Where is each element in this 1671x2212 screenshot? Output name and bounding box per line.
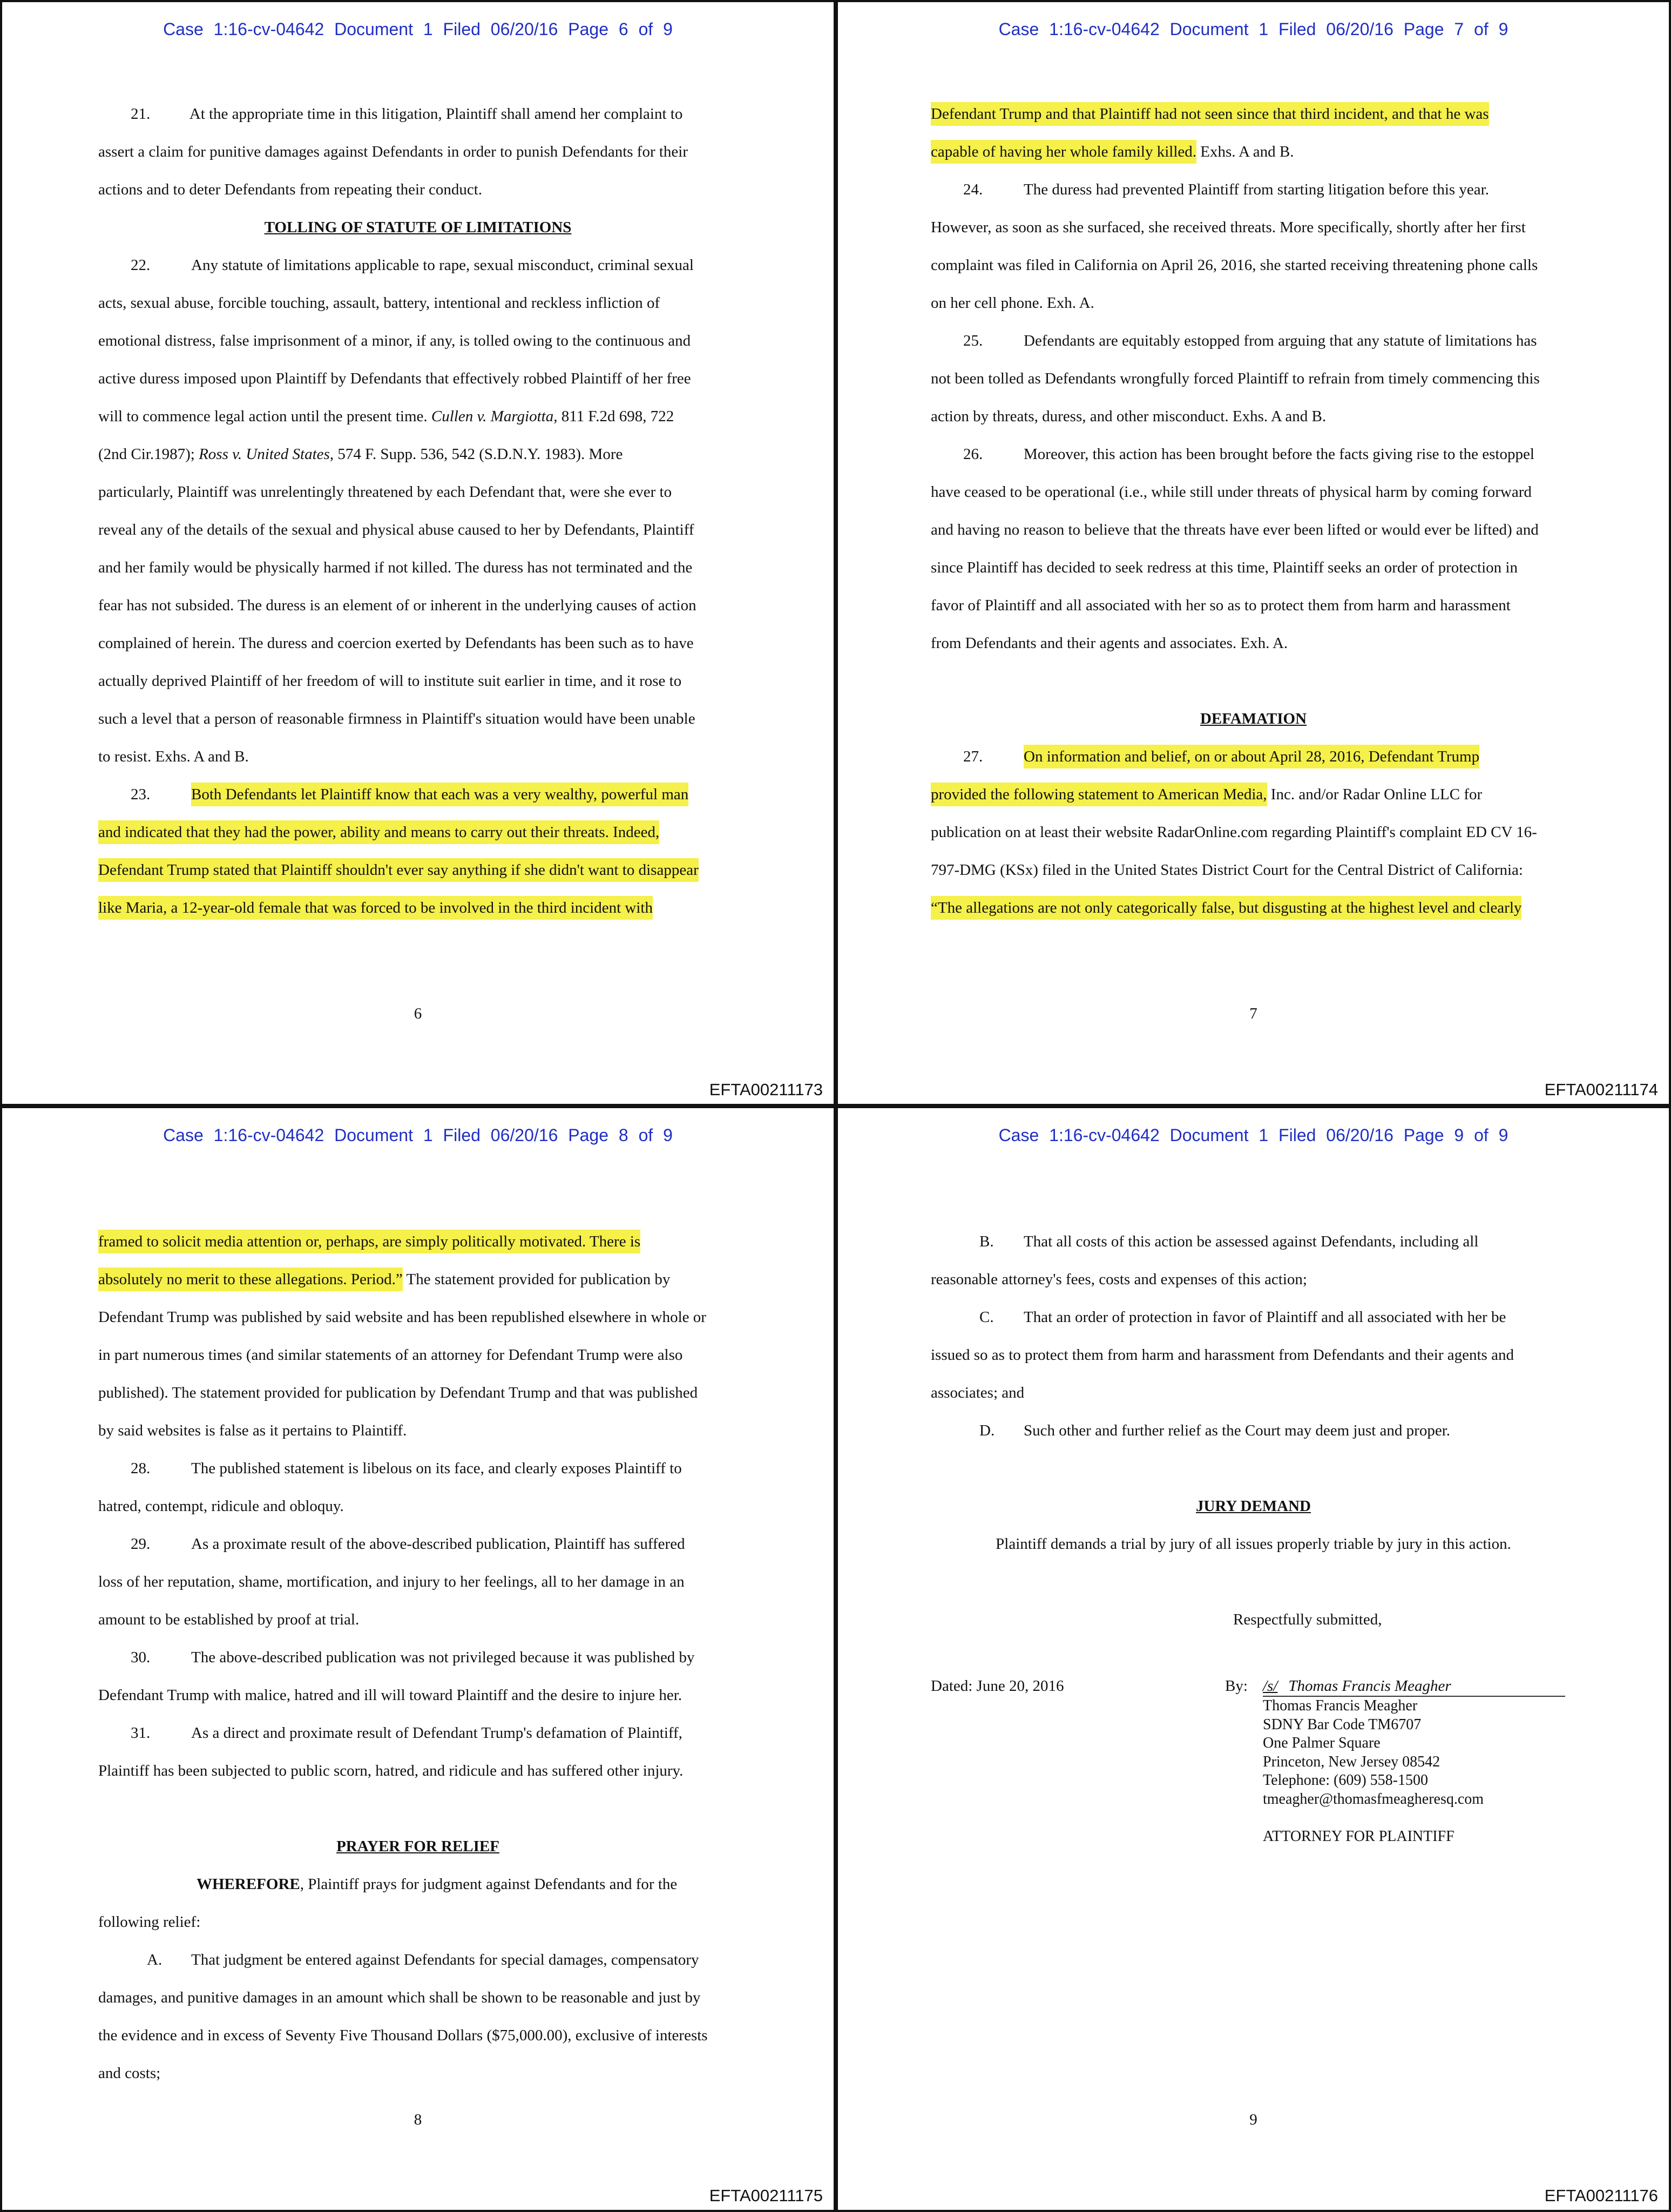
text-line: action by threats, duress, and other misconduct. Exhs. A and B. (931, 408, 1327, 425)
page-body (98, 1223, 738, 2092)
text-span: As a direct and proximate result of Defendant Trump's defamation of Plaintiff, (191, 1724, 682, 1742)
text-line (931, 1298, 1576, 1336)
paragraph-number: 31. (131, 1724, 151, 1742)
text-line: amount to be established by proof at trial. (98, 1611, 360, 1628)
text-line (98, 435, 738, 473)
page-8 (0, 1106, 836, 2212)
paragraph-number: 24. (963, 181, 983, 198)
text-line (98, 397, 738, 435)
highlighted-text: Defendant Trump and that Plaintiff had not seen since that third incident, and that he was (931, 102, 1489, 126)
page-number: 8 (414, 2111, 422, 2128)
text-line: and costs; (98, 2065, 161, 2082)
paragraph-number: 27. (963, 748, 983, 765)
text-line (931, 1412, 1576, 1449)
text-line (98, 775, 738, 813)
text-line: particularly, Plaintiff was unrelentingly threatened by each Defendant that, were she ever to (98, 483, 672, 501)
page-header: Case 1:16-cv-04642 Document 1 Filed 06/20/16 Page 6 of 9 (163, 19, 673, 39)
signature-line (1263, 1676, 1565, 1697)
text-line: and having no reason to believe that the threats have ever been lifted or would ever be lifted) and (931, 521, 1539, 538)
paragraph-number: 28. (131, 1460, 151, 1477)
jury-demand-text: Plaintiff demands a trial by jury of all issues properly triable by jury in this action. (996, 1535, 1511, 1553)
text-line (98, 246, 738, 284)
text-line (931, 322, 1576, 360)
text-line (98, 1714, 738, 1752)
relief-label: B. (979, 1233, 994, 1250)
paragraph-number: 22. (131, 257, 151, 274)
address-city: Princeton, New Jersey 08542 (1263, 1753, 1440, 1770)
text-line: by said websites is false as it pertains to Plaintiff. (98, 1422, 407, 1439)
text-line: hatred, contempt, ridicule and obloquy. (98, 1498, 344, 1515)
page-body (931, 95, 1576, 927)
text-line: complaint was filed in California on April 26, 2016, she started receiving threatening phone calls (931, 257, 1538, 274)
spacer (931, 1449, 1576, 1487)
text-line: associates; and (931, 1384, 1025, 1401)
text-line (98, 1449, 738, 1487)
text-line (98, 1525, 738, 1563)
text-line: to resist. Exhs. A and B. (98, 748, 249, 765)
text-span: As a proximate result of the above-described publication, Plaintiff has suffered (191, 1535, 685, 1553)
text-line (98, 1941, 738, 1979)
attorney-role: ATTORNEY FOR PLAINTIFF (1263, 1827, 1454, 1845)
relief-label: C. (979, 1309, 994, 1326)
text-span: That an order of protection in favor of Plaintiff and all associated with her be (1024, 1309, 1506, 1326)
page-header: Case 1:16-cv-04642 Document 1 Filed 06/20/16 Page 8 of 9 (163, 1125, 673, 1145)
text-line: from Defendants and their agents and associates. Exh. A. (931, 635, 1288, 652)
bates-number: EFTA00211174 (1544, 1080, 1658, 1099)
text-line: emotional distress, false imprisonment of a minor, if any, is tolled owing to the continuous and (98, 332, 691, 349)
text-span: Moreover, this action has been brought before the facts giving rise to the estoppel (1024, 446, 1534, 463)
text-span: , Plaintiff prays for judgment against Defendants and for the (300, 1876, 678, 1893)
text-span: That judgment be entered against Defendants for special damages, compensatory (191, 1951, 699, 1968)
text-line: fear has not subsided. The duress is an element of or inherent in the underlying causes of action (98, 597, 696, 614)
text-line: Plaintiff has been subjected to public scorn, hatred, and ridicule and has suffered other injury. (98, 1762, 684, 1779)
text-span: (2nd Cir.1987); (98, 446, 199, 463)
highlighted-text: “The allegations are not only categorically false, but disgusting at the highest level and clearly (931, 896, 1521, 920)
text-line (98, 813, 738, 851)
text-line: reasonable attorney's fees, costs and expenses of this action; (931, 1271, 1307, 1288)
highlighted-text: Defendant Trump stated that Plaintiff shouldn't ever say anything if she didn't want to disappear (98, 858, 699, 882)
page-number: 9 (1249, 2111, 1257, 2128)
highlighted-text: like Maria, a 12-year-old female that was forced to be involved in the third incident with (98, 896, 653, 920)
text-line: such a level that a person of reasonable firmness in Plaintiff's situation would have been unable (98, 710, 695, 727)
text-span: The above-described publication was not privileged because it was published by (191, 1649, 695, 1666)
section-heading: PRAYER FOR RELIEF (336, 1838, 499, 1855)
page-header: Case 1:16-cv-04642 Document 1 Filed 06/20/16 Page 7 of 9 (998, 19, 1508, 39)
text-line (931, 171, 1576, 208)
text-span: will to commence legal action until the present time. (98, 408, 431, 425)
text-line: actually deprived Plaintiff of her freedom of will to institute suit earlier in time, and it rose to (98, 672, 682, 690)
signature-area (931, 1676, 1576, 1881)
page-9 (836, 1106, 1671, 2212)
text-line (931, 738, 1576, 775)
text-line: have ceased to be operational (i.e., while still under threats of physical harm by coming forward (931, 483, 1532, 501)
text-line: publication on at least their website RadarOnline.com regarding Plaintiff's complaint ED CV 16- (931, 824, 1537, 841)
text-line: Any statute of limitations applicable to rape, sexual misconduct, criminal sexual (191, 257, 694, 274)
text-line (98, 1260, 738, 1298)
text-line: loss of her reputation, shame, mortification, and injury to her feelings, all to her damage in an (98, 1573, 685, 1590)
text-line: assert a claim for punitive damages against Defendants in order to punish Defendants for their (98, 143, 688, 160)
signature-name: Thomas Francis Meagher (1288, 1677, 1451, 1695)
address-line: One Palmer Square (1263, 1735, 1381, 1752)
wherefore-label: WHEREFORE (197, 1876, 300, 1893)
highlighted-text: On information and belief, on or about April 28, 2016, Defendant Trump (1024, 745, 1479, 768)
text-line (98, 1223, 738, 1260)
closing-text: Respectfully submitted, (1233, 1611, 1382, 1628)
text-line: issued so as to protect them from harm and harassment from Defendants and their agents and (931, 1346, 1514, 1364)
signature-slash: /s/ (1263, 1677, 1278, 1695)
paragraph-number: 30. (131, 1649, 151, 1666)
section-heading: TOLLING OF STATUTE OF LIMITATIONS (264, 219, 572, 236)
page-body (931, 1223, 1576, 1881)
bates-number: EFTA00211173 (709, 1080, 823, 1099)
page-header: Case 1:16-cv-04642 Document 1 Filed 06/20/16 Page 9 of 9 (998, 1125, 1508, 1145)
text-line: Defendant Trump was published by said website and has been republished elsewhere in whole or (98, 1309, 706, 1326)
text-line (98, 889, 738, 927)
text-line: Defendant Trump with malice, hatred and ill will toward Plaintiff and the desire to injure her. (98, 1687, 682, 1704)
text-line: reveal any of the details of the sexual and physical abuse caused to her by Defendants, Plaintiff (98, 521, 694, 538)
text-line: published). The statement provided for publication by Defendant Trump and that was published (98, 1384, 698, 1401)
text-line: following relief: (98, 1913, 201, 1931)
paragraph-number: 29. (131, 1535, 151, 1553)
spacer (931, 1563, 1576, 1601)
text-line (931, 133, 1576, 171)
spacer (98, 1790, 738, 1827)
highlighted-text: framed to solicit media attention or, perhaps, are simply politically motivated. There is (98, 1230, 640, 1253)
text-line: acts, sexual abuse, forcible touching, assault, battery, intentional and reckless infliction of (98, 294, 660, 312)
bates-number: EFTA00211176 (1544, 2186, 1658, 2205)
text-line (931, 1223, 1576, 1260)
text-line: 797-DMG (KSx) filed in the United States District Court for the Central District of California: (931, 861, 1523, 879)
text-span: The duress had prevented Plaintiff from starting litigation before this year. (1024, 181, 1489, 198)
page-number: 7 (1249, 1005, 1257, 1022)
case-citation: Cullen v. Margiotta (431, 408, 554, 425)
spacer (931, 1638, 1576, 1676)
attorney-name: Thomas Francis Meagher (1263, 1697, 1418, 1714)
text-line: However, as soon as she surfaced, she received threats. More specifically, shortly after her first (931, 219, 1526, 236)
text-span: The statement provided for publication by (402, 1271, 671, 1288)
section-heading: JURY DEMAND (1196, 1498, 1311, 1515)
email: tmeagher@thomasfmeagheresq.com (1263, 1790, 1484, 1808)
text-line: 21. At the appropriate time in this litigation, Plaintiff shall amend her complaint to (131, 105, 683, 123)
page-number: 6 (414, 1005, 422, 1022)
spacer (931, 662, 1576, 700)
relief-label: D. (979, 1422, 995, 1439)
section-heading: DEFAMATION (1200, 710, 1307, 727)
text-line (931, 889, 1576, 927)
paragraph-number: 23. (131, 786, 151, 803)
text-line: complained of herein. The duress and coercion exerted by Defendants has been such as to have (98, 635, 694, 652)
text-line (98, 1638, 738, 1676)
text-line (931, 775, 1576, 813)
text-span: , 574 F. Supp. 536, 542 (S.D.N.Y. 1983). More (329, 446, 623, 463)
paragraph-number: 25. (963, 332, 983, 349)
text-line (98, 851, 738, 889)
text-line (98, 1865, 738, 1903)
text-line: damages, and punitive damages in an amount which shall be shown to be reasonable and just by (98, 1989, 701, 2006)
text-line: the evidence and in excess of Seventy Five Thousand Dollars ($75,000.00), exclusive of interests (98, 2027, 708, 2044)
text-span: Exhs. A and B. (1196, 143, 1294, 160)
text-line: in part numerous times (and similar statements of an attorney for Defendant Trump were also (98, 1346, 683, 1364)
bates-number: EFTA00211175 (709, 2186, 823, 2205)
highlighted-text: provided the following statement to American Media, (931, 783, 1267, 806)
case-citation: Ross v. United States (199, 446, 330, 463)
text-span: Such other and further relief as the Court may deem just and proper. (1024, 1422, 1451, 1439)
text-line: favor of Plaintiff and all associated with her so as to protect them from harm and harassment (931, 597, 1511, 614)
relief-label: A. (147, 1951, 163, 1968)
text-line: since Plaintiff has decided to seek redress at this time, Plaintiff seeks an order of protection in (931, 559, 1518, 576)
text-span: Defendants are equitably estopped from arguing that any statute of limitations has (1024, 332, 1537, 349)
text-line: on her cell phone. Exh. A. (931, 294, 1094, 312)
dated-line: Dated: June 20, 2016 (931, 1677, 1064, 1695)
highlighted-text: absolutely no merit to these allegations. Period.” (98, 1267, 403, 1291)
text-line: actions and to deter Defendants from repeating their conduct. (98, 181, 483, 198)
text-line (931, 435, 1576, 473)
highlighted-text: Both Defendants let Plaintiff know that each was a very wealthy, powerful man (191, 783, 688, 806)
text-line (931, 95, 1576, 133)
highlighted-text: capable of having her whole family killed. (931, 140, 1196, 164)
attorney-block (1263, 1697, 1484, 1846)
text-span: That all costs of this action be assessed against Defendants, including all (1024, 1233, 1479, 1250)
text-span: The published statement is libelous on its face, and clearly exposes Plaintiff to (191, 1460, 682, 1477)
text-span: Inc. and/or Radar Online LLC for (1267, 786, 1483, 803)
text-line: not been tolled as Defendants wrongfully forced Plaintiff to refrain from timely commencing this (931, 370, 1540, 387)
page-body (98, 95, 738, 927)
by-label: By: (1225, 1677, 1248, 1695)
paragraph-number: 26. (963, 446, 983, 463)
text-line: active duress imposed upon Plaintiff by Defendants that effectively robbed Plaintiff of her free (98, 370, 691, 387)
page-6 (0, 0, 836, 1106)
bar-code: SDNY Bar Code TM6707 (1263, 1716, 1422, 1733)
text-line: and her family would be physically harmed if not killed. The duress has not terminated and the (98, 559, 693, 576)
highlighted-text: and indicated that they had the power, ability and means to carry out their threats. Indeed, (98, 820, 659, 844)
text-span: , 811 F.2d 698, 722 (553, 408, 674, 425)
page-7 (836, 0, 1671, 1106)
telephone: Telephone: (609) 558-1500 (1263, 1772, 1428, 1789)
